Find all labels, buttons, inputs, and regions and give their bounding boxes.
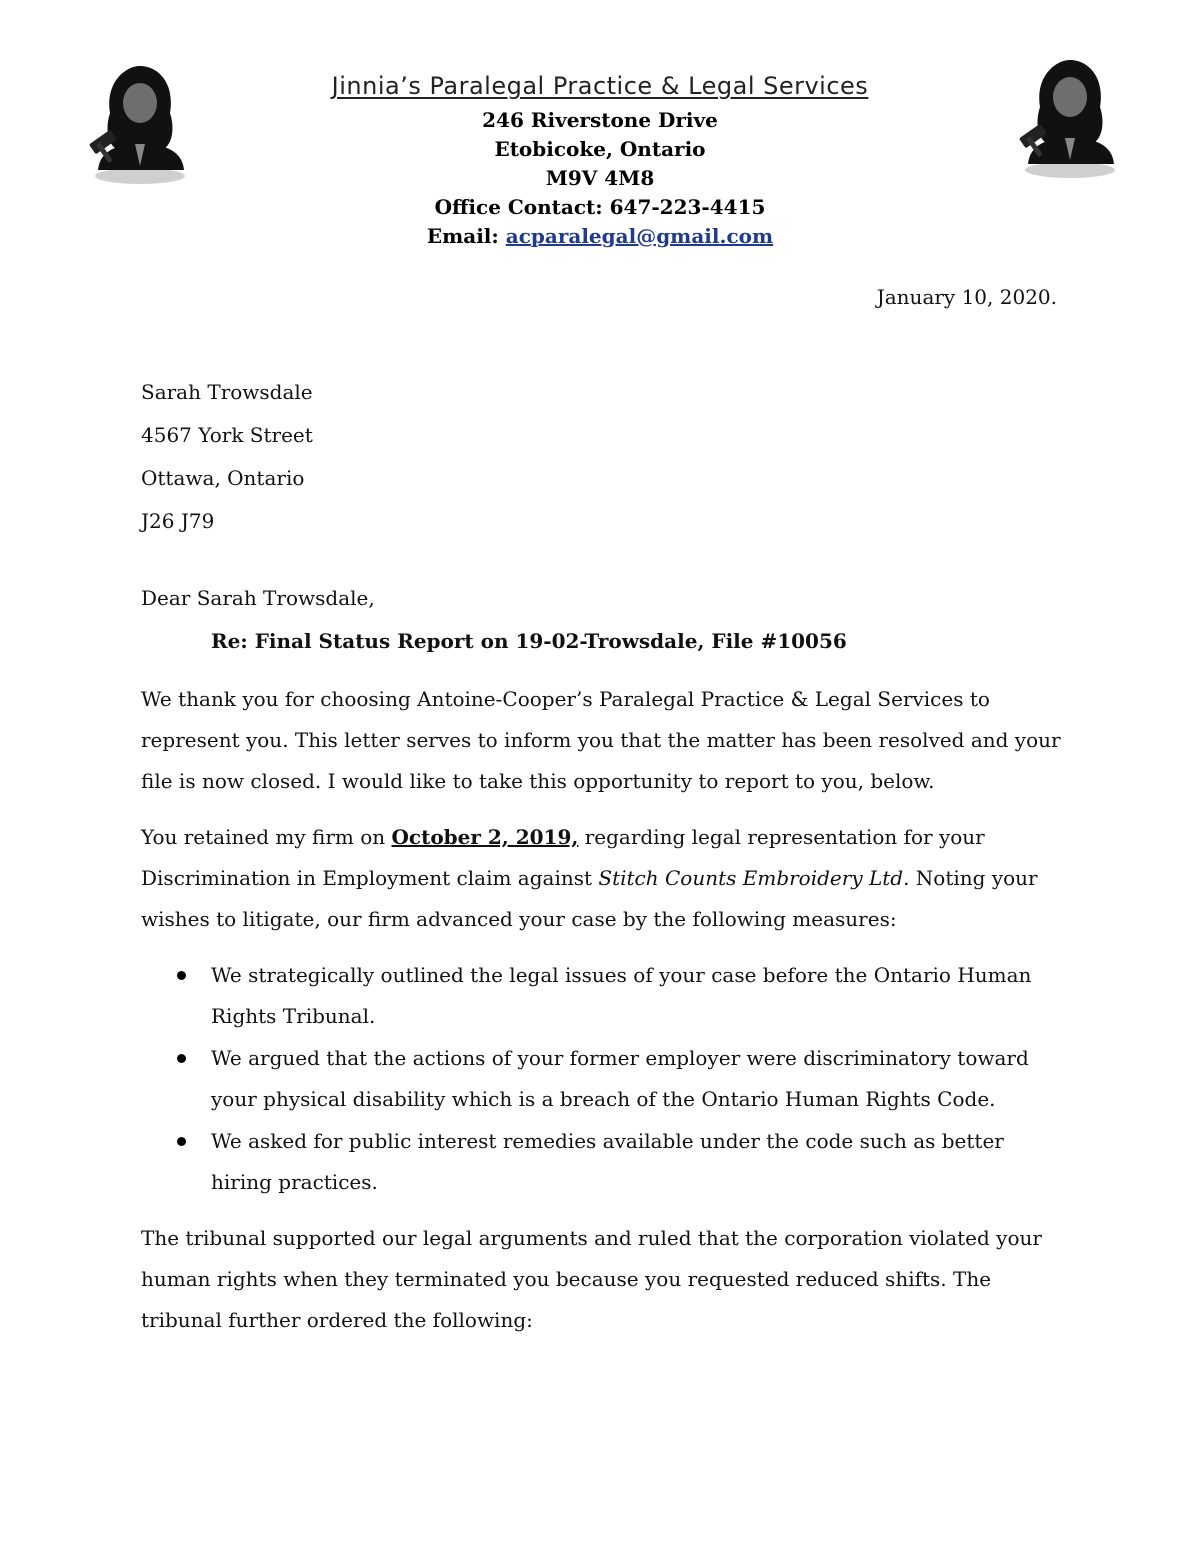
- company-name: Stitch Counts Embroidery Ltd.: [598, 866, 910, 890]
- postal-code: M9V 4M8: [545, 166, 655, 190]
- list-item-text: We strategically outlined the legal issues of your case before the Ontario Human Rights Tribunal.: [211, 963, 1032, 1028]
- list-item: [141, 1121, 1061, 1203]
- paragraph-1: We thank you for choosing Antoine-Cooper’s Paralegal Practice & Legal Services to represent you. This letter serves to inform you that the matter has been resolved and your file is now closed. I would like to take this opportunity to report to you, below.: [141, 687, 1061, 793]
- letterhead: [200, 72, 1000, 251]
- paragraph-2-part-3: Noting your wishes to litigate, our firm advanced your case by the following measures:: [141, 866, 1038, 931]
- paragraph-2-part-2: regarding legal representation for your Discrimination in Employment claim against: [141, 825, 985, 890]
- recipient-address: [141, 371, 313, 543]
- retained-date: October 2, 2019,: [391, 825, 579, 849]
- bullet-icon: [177, 1137, 186, 1146]
- recipient-city: Ottawa, Ontario: [141, 466, 305, 490]
- recipient-postal: J26 J79: [141, 509, 215, 533]
- paragraph-2-part-1: You retained my firm on: [141, 825, 392, 849]
- recipient-street: 4567 York Street: [141, 423, 313, 447]
- address-line-2: Etobicoke, Ontario: [494, 137, 706, 161]
- judge-gavel-logo-icon: [80, 58, 190, 188]
- bullet-icon: [177, 971, 186, 980]
- email-label: Email:: [426, 224, 506, 248]
- re-line: Re: Final Status Report on 19-02-Trowsdale, File #10056: [211, 629, 847, 653]
- address-line-1: 246 Riverstone Drive: [482, 108, 718, 132]
- paragraph-2: [141, 817, 1061, 940]
- bullet-icon: [177, 1054, 186, 1063]
- email-line: [200, 222, 1000, 251]
- list-item-text: We argued that the actions of your former employer were discriminatory toward your physical disability which is a breach of the Ontario Human Rights Code.: [211, 1046, 1029, 1111]
- measures-list: [141, 955, 1061, 1204]
- email-link[interactable]: acparalegal@gmail.com: [505, 224, 774, 248]
- list-item-text: We asked for public interest remedies available under the code such as better hiring practices.: [211, 1129, 1004, 1194]
- letter-date: January 10, 2020.: [876, 285, 1057, 309]
- office-contact: Office Contact: 647-223-4415: [434, 195, 766, 219]
- judge-gavel-logo-icon: [1010, 52, 1120, 182]
- paragraph-3: The tribunal supported our legal arguments and ruled that the corporation violated your human rights when they terminated you because you requested reduced shifts. The tribunal further ordered the following:: [141, 1226, 1042, 1332]
- list-item: [141, 955, 1061, 1037]
- firm-name: Jinnia’s Paralegal Practice & Legal Services: [331, 72, 869, 100]
- recipient-name: Sarah Trowsdale: [141, 380, 313, 404]
- list-item: [141, 1038, 1061, 1120]
- salutation: Dear Sarah Trowsdale,: [141, 586, 375, 610]
